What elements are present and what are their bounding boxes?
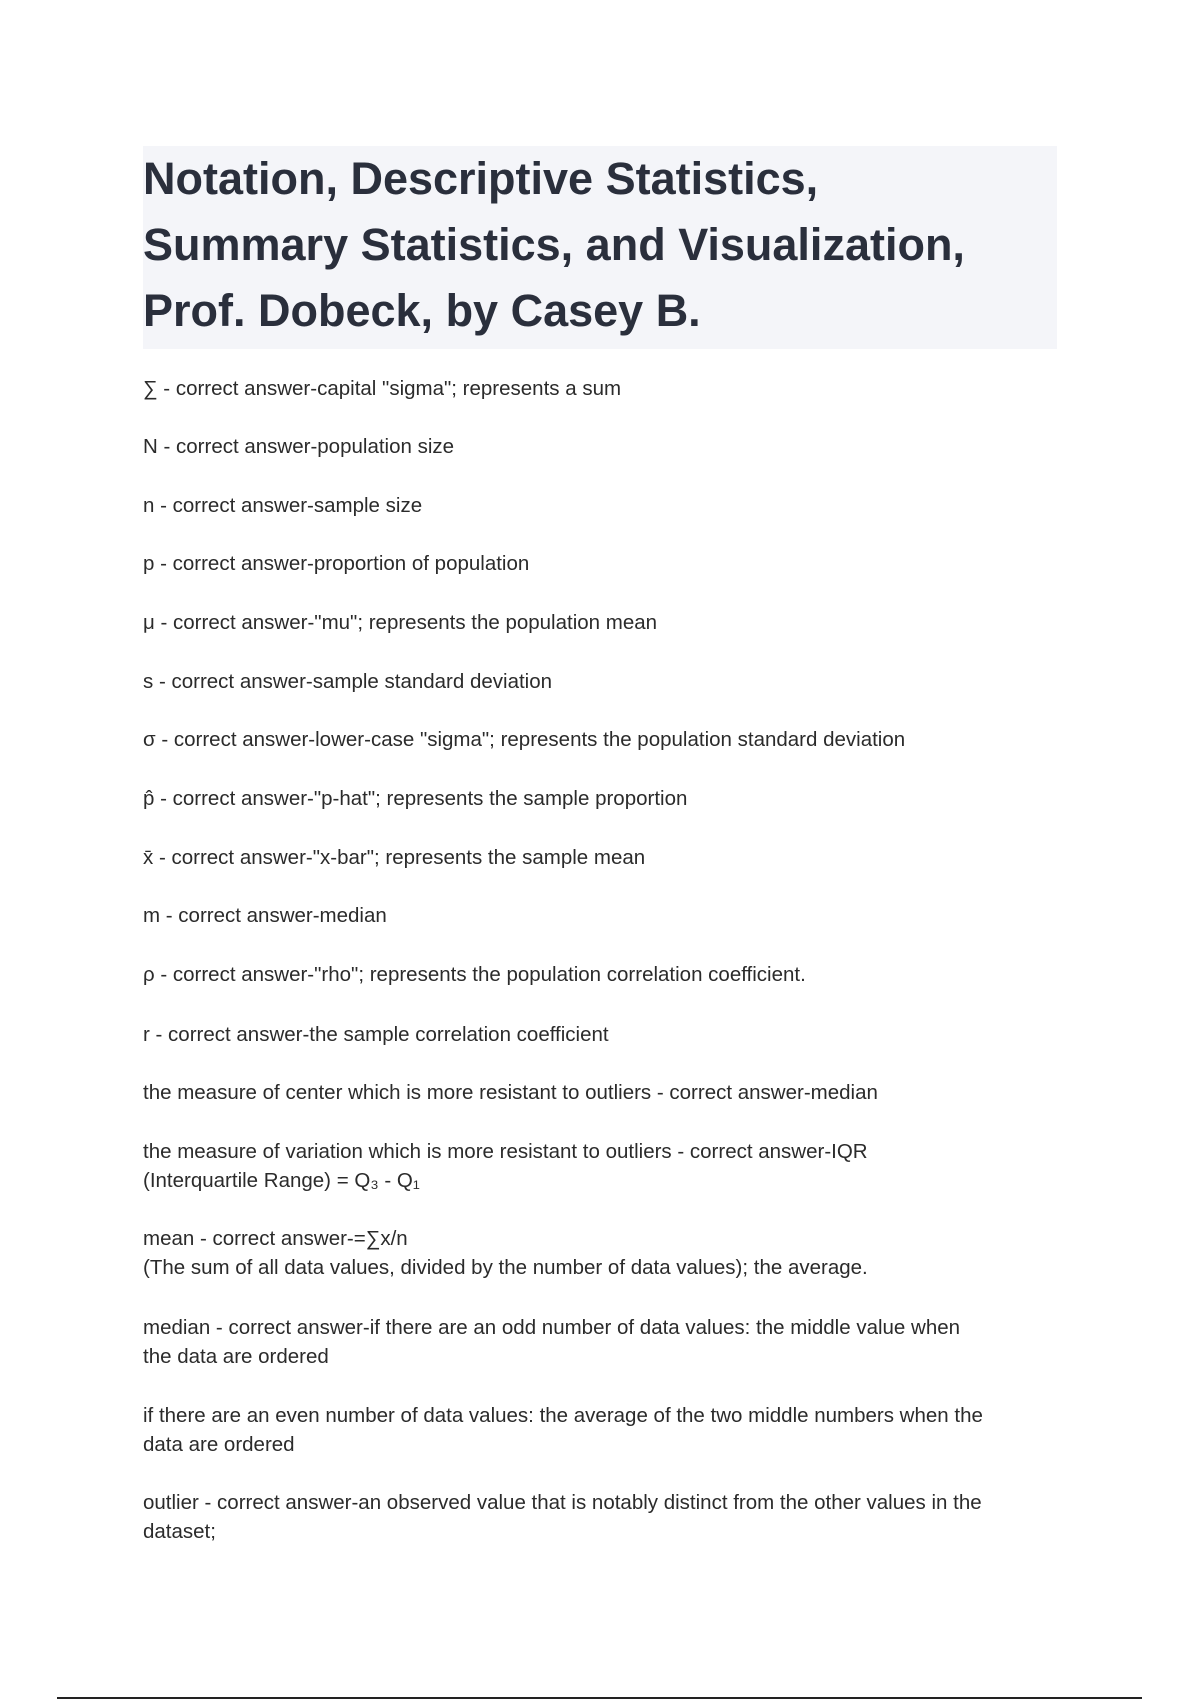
- entry-text: the data are ordered: [143, 1345, 329, 1368]
- flashcard-entry: [143, 960, 1063, 989]
- entry-text: n - correct answer-sample size: [143, 494, 423, 517]
- entry-text: mean - correct answer-=∑x/n: [143, 1227, 408, 1250]
- entry-text: outlier - correct answer-an observed value that is notably distinct from the other values in the: [143, 1491, 982, 1514]
- entry-text: ∑ - correct answer-capital "sigma"; represents a sum: [143, 377, 622, 400]
- flashcard-entry: [143, 1020, 1063, 1049]
- entry-text: dataset;: [143, 1520, 216, 1543]
- entry-text: x̄ - correct answer-"x-bar"; represents the sample mean: [143, 846, 646, 869]
- entry-text: N - correct answer-population size: [143, 435, 455, 458]
- flashcard-entry: [143, 1078, 1063, 1107]
- entry-text: μ - correct answer-"mu"; represents the population mean: [143, 611, 658, 634]
- entry-text: σ - correct answer-lower-case "sigma"; represents the population standard deviation: [143, 728, 906, 751]
- flashcard-entry: [143, 784, 1063, 813]
- entry-text: if there are an even number of data values: the average of the two middle numbers when the: [143, 1404, 983, 1427]
- page-bottom-divider: [57, 1697, 1142, 1699]
- flashcard-entry: [143, 1137, 1063, 1195]
- title-line: Prof. Dobeck, by Casey B.: [143, 285, 701, 336]
- entry-text: s - correct answer-sample standard deviation: [143, 670, 553, 693]
- entry-text: p̂ - correct answer-"p-hat"; represents the sample proportion: [143, 787, 688, 810]
- entry-text: the measure of center which is more resistant to outliers - correct answer-median: [143, 1081, 878, 1104]
- flashcard-entry: [143, 1313, 1063, 1371]
- entry-text: r - correct answer-the sample correlation coefficient: [143, 1023, 609, 1046]
- flashcard-entry: [143, 1401, 1063, 1459]
- entry-text: data are ordered: [143, 1433, 295, 1456]
- flashcard-entry: [143, 901, 1063, 930]
- flashcard-entry: [143, 608, 1063, 637]
- flashcard-entry: [143, 725, 1063, 754]
- entry-text: (The sum of all data values, divided by the number of data values); the average.: [143, 1256, 868, 1279]
- flashcard-entry: [143, 1224, 1063, 1282]
- entry-text: median - correct answer-if there are an odd number of data values: the middle value when: [143, 1316, 961, 1339]
- flashcard-entry: [143, 374, 1063, 403]
- title-line: Summary Statistics, and Visualization,: [143, 219, 965, 270]
- entry-text: p - correct answer-proportion of population: [143, 552, 530, 575]
- entry-text: (Interquartile Range) = Q₃ - Q₁: [143, 1169, 420, 1192]
- flashcard-entry: [143, 843, 1063, 872]
- flashcard-entry: [143, 491, 1063, 520]
- entry-text: the measure of variation which is more resistant to outliers - correct answer-IQR: [143, 1140, 868, 1163]
- entry-text: ρ - correct answer-"rho"; represents the population correlation coefficient.: [143, 963, 806, 986]
- flashcard-entry: [143, 549, 1063, 578]
- flashcard-entry: [143, 1488, 1063, 1546]
- document-title: [143, 146, 1043, 344]
- entry-text: m - correct answer-median: [143, 904, 387, 927]
- title-line: Notation, Descriptive Statistics,: [143, 153, 819, 204]
- flashcard-entry: [143, 432, 1063, 461]
- flashcard-entry: [143, 667, 1063, 696]
